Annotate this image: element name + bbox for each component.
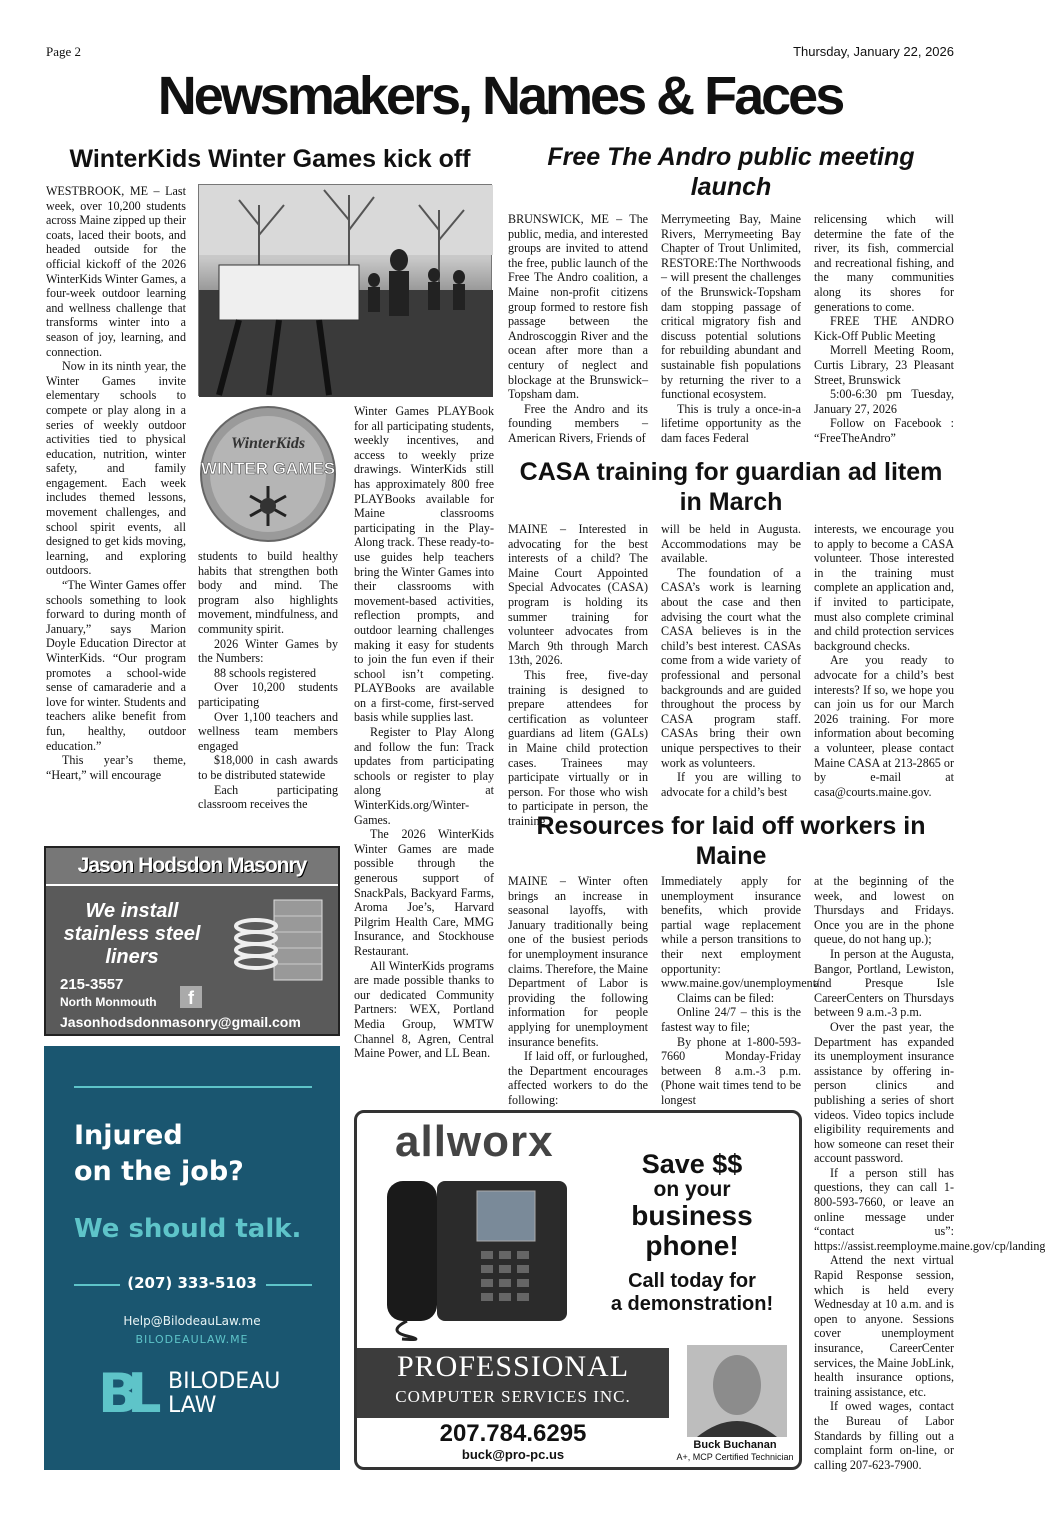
pcs-email: buck@pro-pc.us bbox=[461, 1447, 565, 1462]
winterkids-headline: WinterKids Winter Games kick off bbox=[69, 145, 471, 173]
allworx-logo: allworx bbox=[395, 1117, 554, 1166]
page-number: Page 2 bbox=[46, 44, 82, 59]
bilodeau-logo-mark: BL bbox=[98, 1362, 150, 1425]
desk-phone-image bbox=[377, 1171, 577, 1341]
masonry-line1: We install bbox=[85, 900, 179, 922]
winterkids-col2: students to build healthy habits that strengthen both body and mind. The program also highlights movement, mindfulness, and community spirit. 2026 Winter Games by the Numbers: 88 schools registered Over 10,200 students participating Over 1,100 teachers and wellness team members engaged $18,000 in cash awards to be distributed statewide Each participating classroom receives the bbox=[198, 549, 338, 812]
masonry-email: Jasonhodsdonmasonry@gmail.com bbox=[60, 1014, 301, 1030]
law-firm2: LAW bbox=[168, 1393, 217, 1418]
logo-top-text: WinterKids bbox=[230, 435, 306, 452]
allworx-cta1: Call today for bbox=[628, 1270, 756, 1292]
masonry-line2: stainless steel bbox=[63, 923, 201, 945]
chimney-liner-image bbox=[226, 896, 326, 984]
casa-col1: MAINE – Interested in advocating for the best interests of a child? The Maine Court Appointed Special Advocates (CASA) program is holding its summer training for volunteer advocates from March 9th through March 13th, 2026. This free, five-day training is designed to prepare attendees for certification as volunteer guardians ad litem (GALs) in Maine child protection cases. Trainees may participate virtually or in person. For those who wish to participate in person, the training bbox=[508, 522, 648, 828]
issue-date: Thursday, January 22, 2026 bbox=[793, 44, 954, 59]
contact-portrait bbox=[687, 1345, 787, 1437]
resources-headline: Resources for laid off workers in Maine bbox=[536, 812, 926, 870]
resources-col1: MAINE – Winter often brings an increase in seasonal layoffs, with January traditionally being one of the busiest periods for unemployment insurance claims. Therefore, the Maine Department of Labor is providing the following information for people applying for unemployment insurance benefits. If laid off, or furloughed, the Department encourages affected workers to do the following: bbox=[508, 874, 648, 1107]
casa-headline: CASA training for guardian ad litem in March bbox=[519, 458, 943, 516]
law-ad bbox=[44, 1046, 340, 1470]
winterkids-col1: WESTBROOK, ME – Last week, over 10,200 students across Maine zipped up their coats, laced their boots, and headed outside for the official kickoff of the 2026 WinterKids Winter Games, a four-week outdoor learning and wellness challenge that transforms winter into a season of joy, learning, and connection. Now in its ninth year, the Winter Games invite elementary schools to compete or play along in a series of weekly outdoor activities tied to physical education, nutrition, winter safety, and family engagement. Each week includes themed lessons, movement challenges, and school spirit events, all designed to get kids moving, learning, and exploring outdoors. “The Winter Games offer schools something to look forward to during month of January,” says Marion Doyle Education Director at WinterKids. “Our program promotes a school-wide sense of camaraderie and a love for winter. Students and teachers alike benefit from fun, healthy, outdoor education.” This year’s theme, “Heart,” will encourage bbox=[46, 184, 186, 782]
andro-headline: Free The Andro public meeting launch bbox=[547, 143, 915, 201]
masonry-ad bbox=[44, 846, 340, 1036]
masonry-phone: 215-3557 bbox=[60, 976, 124, 993]
masonry-ad-name: Jason Hodsdon Masonry bbox=[46, 848, 338, 886]
resources-col3: at the beginning of the week, and lowest on Thursdays and Fridays. Once you are in the phone queue, do not hang up.); In person at the Augusta, Bangor, Portland, Lewiston, and Presque Isle CareerCenters on Thursdays between 9 a.m.-3 p.m. Over the past year, the Department has expanded its unemployment insurance assistance by offering in-person clinics and publishing a series of short videos. Video topics include eligibility requirements and how someone can reset their account password. If a person still has questions, they can call 1-800-593-7660, or leave an online message under “contact us”: https://assist.reemployme.maine.gov/cp/landing Attend the next virtual Rapid Response session, which is held every Wednesday at 10 a.m. and is open to anyone. Sessions cover unemployment insurance, CareerCenter services, the Maine JobLink, health insurance options, training assistance, etc. If owed wages, contact the Bureau of Labor Standards by filling out a complaint form on-line, or calling 207-623-7900. bbox=[814, 874, 1045, 1472]
law-phone: (207) 333-5103 bbox=[127, 1274, 257, 1292]
allworx-s1: Save $$ bbox=[641, 1149, 743, 1179]
pcs-name1: PROFESSIONAL bbox=[396, 1350, 630, 1383]
pcs-banner bbox=[357, 1348, 669, 1418]
logo-bottom-text: WINTER GAMES bbox=[200, 459, 336, 478]
casa-col3: interests, we encourage you to apply to become a CASA volunteer. Those interested in the training must complete an application and, if invited to participate, must also complete criminal and child protection services background checks. Are you ready to advocate for a child’s best interests? If so, we hope you can join us for our March 2026 training. For more information about becoming a volunteer, please contact Maine CASA at 213-2865 or by e-mail at casa@courts.maine.gov. bbox=[814, 522, 954, 799]
allworx-ad bbox=[354, 1110, 802, 1470]
allworx-s2: on your bbox=[653, 1178, 731, 1201]
law-q1: Injured bbox=[74, 1120, 183, 1151]
andro-col1: BRUNSWICK, ME – The public, media, and interested groups are invited to attend the free, public launch of the Free The Andro coalition, a Maine non-profit citizens group formed to restore fish passage between the Androscoggin River and the ocean after more than a century of neglect and blockage at the Brunswick–Topsham dam. Free the Andro and its founding members – American Rivers, Friends of bbox=[508, 212, 648, 445]
allworx-s3: business bbox=[631, 1200, 753, 1231]
winterkids-col3: Winter Games PLAYBook for all participating students, weekly incentives, and access to weekly prize drawings. WinterKids still has approximately 800 free PLAYBooks available for Maine classrooms participating in the Play-Along track. These ready-to-use guides help teachers bring the Winter Games into their classrooms with movement-based activities, reflection prompts, and outdoor learning challenges making it easy for students to join the fun even if their school isn’t competing. PLAYBooks are available on a first-come, first-served basis while supplies last. Register to Play Along and follow the fun: Track updates from participating schools or register to play along at WinterKids.org/Winter-Games. The 2026 WinterKids Winter Games are made possible through the generous support of SnackPals, Backyard Farms, Aroma Joe’s, Harvard Pilgrim Health Care, MMG Insurance, and Stockhouse Restaurant. All WinterKids programs are made possible thanks to our dedicated Community Partners: WEX, Portland Media Group, WMTW Channel 8, Agren, Central Maine Power, and LL Bean. bbox=[354, 404, 494, 1061]
pcs-phone: 207.784.6295 bbox=[439, 1420, 587, 1447]
andro-col3: relicensing which will determine the fate of the river, its fish, commercial and recreational fishing, and the many communities along its shores for generations to come. FREE THE ANDRO Kick-Off Public Meeting Morrell Meeting Room, Curtis Library, 23 Pleasant Street, Brunswick 5:00-6:30 pm Tuesday, January 27, 2026 Follow on Facebook : “FreeTheAndro” bbox=[814, 212, 954, 445]
facebook-icon: f bbox=[180, 986, 202, 1008]
law-firm1: BILODEAU bbox=[168, 1369, 281, 1394]
pcs-name2: COMPUTER SERVICES INC. bbox=[395, 1387, 631, 1406]
winterkids-logo bbox=[198, 404, 338, 544]
contact-name: Buck Buchanan bbox=[693, 1439, 777, 1451]
allworx-s4: phone! bbox=[645, 1230, 739, 1261]
andro-col2: Merrymeeting Bay, Maine Rivers, Merrymeeting Bay Chapter of Trout Unlimited, RESTORE:The Northwoods – will present the challenges of the Brunswick-Topsham dam stopping passage of critical migratory fish and discuss potential solutions for rebuilding abundant and sustainable fish populations by returning the river to a functional ecosystem. This is truly a once-in-a lifetime opportunity as the dam faces Federal bbox=[661, 212, 801, 445]
law-talk: We should talk. bbox=[74, 1214, 302, 1244]
law-q2: on the job? bbox=[74, 1156, 244, 1187]
casa-col2: will be held in Augusta. Accommodations may be available. The foundation of a CASA’s work is learning about the case and then advising the court what the CASA believes is in the child’s best interest. CASAs come from a wide variety of professional and personal backgrounds and are guided throughout the process by CASA program staff. CASAs bring their own unique perspectives to their work as volunteers. If you are willing to advocate for a child’s best bbox=[661, 522, 801, 799]
law-email: Help@BilodeauLaw.me bbox=[123, 1314, 261, 1328]
masonry-town: North Monmouth bbox=[60, 995, 157, 1009]
contact-title: A+, MCP Certified Technician bbox=[676, 1452, 794, 1462]
law-site: BILODEAULAW.ME bbox=[135, 1333, 249, 1346]
allworx-cta2: a demonstration! bbox=[610, 1293, 774, 1315]
masonry-line3: liners bbox=[105, 946, 159, 968]
winter-games-photo bbox=[198, 184, 492, 396]
resources-col2: Immediately apply for unemployment insurance benefits, which provide partial wage replacement while a person transitions to their next employment opportunity: www.maine.gov/unemployment/ Claims can be filed: Online 24/7 – this is the fastest way to file; By phone at 1-800-593-7660 Monday-Friday between 8 a.m.-3 p.m. (Phone wait times tend to be longest bbox=[661, 874, 820, 1107]
masthead: Newsmakers, Names & Faces bbox=[157, 66, 843, 126]
